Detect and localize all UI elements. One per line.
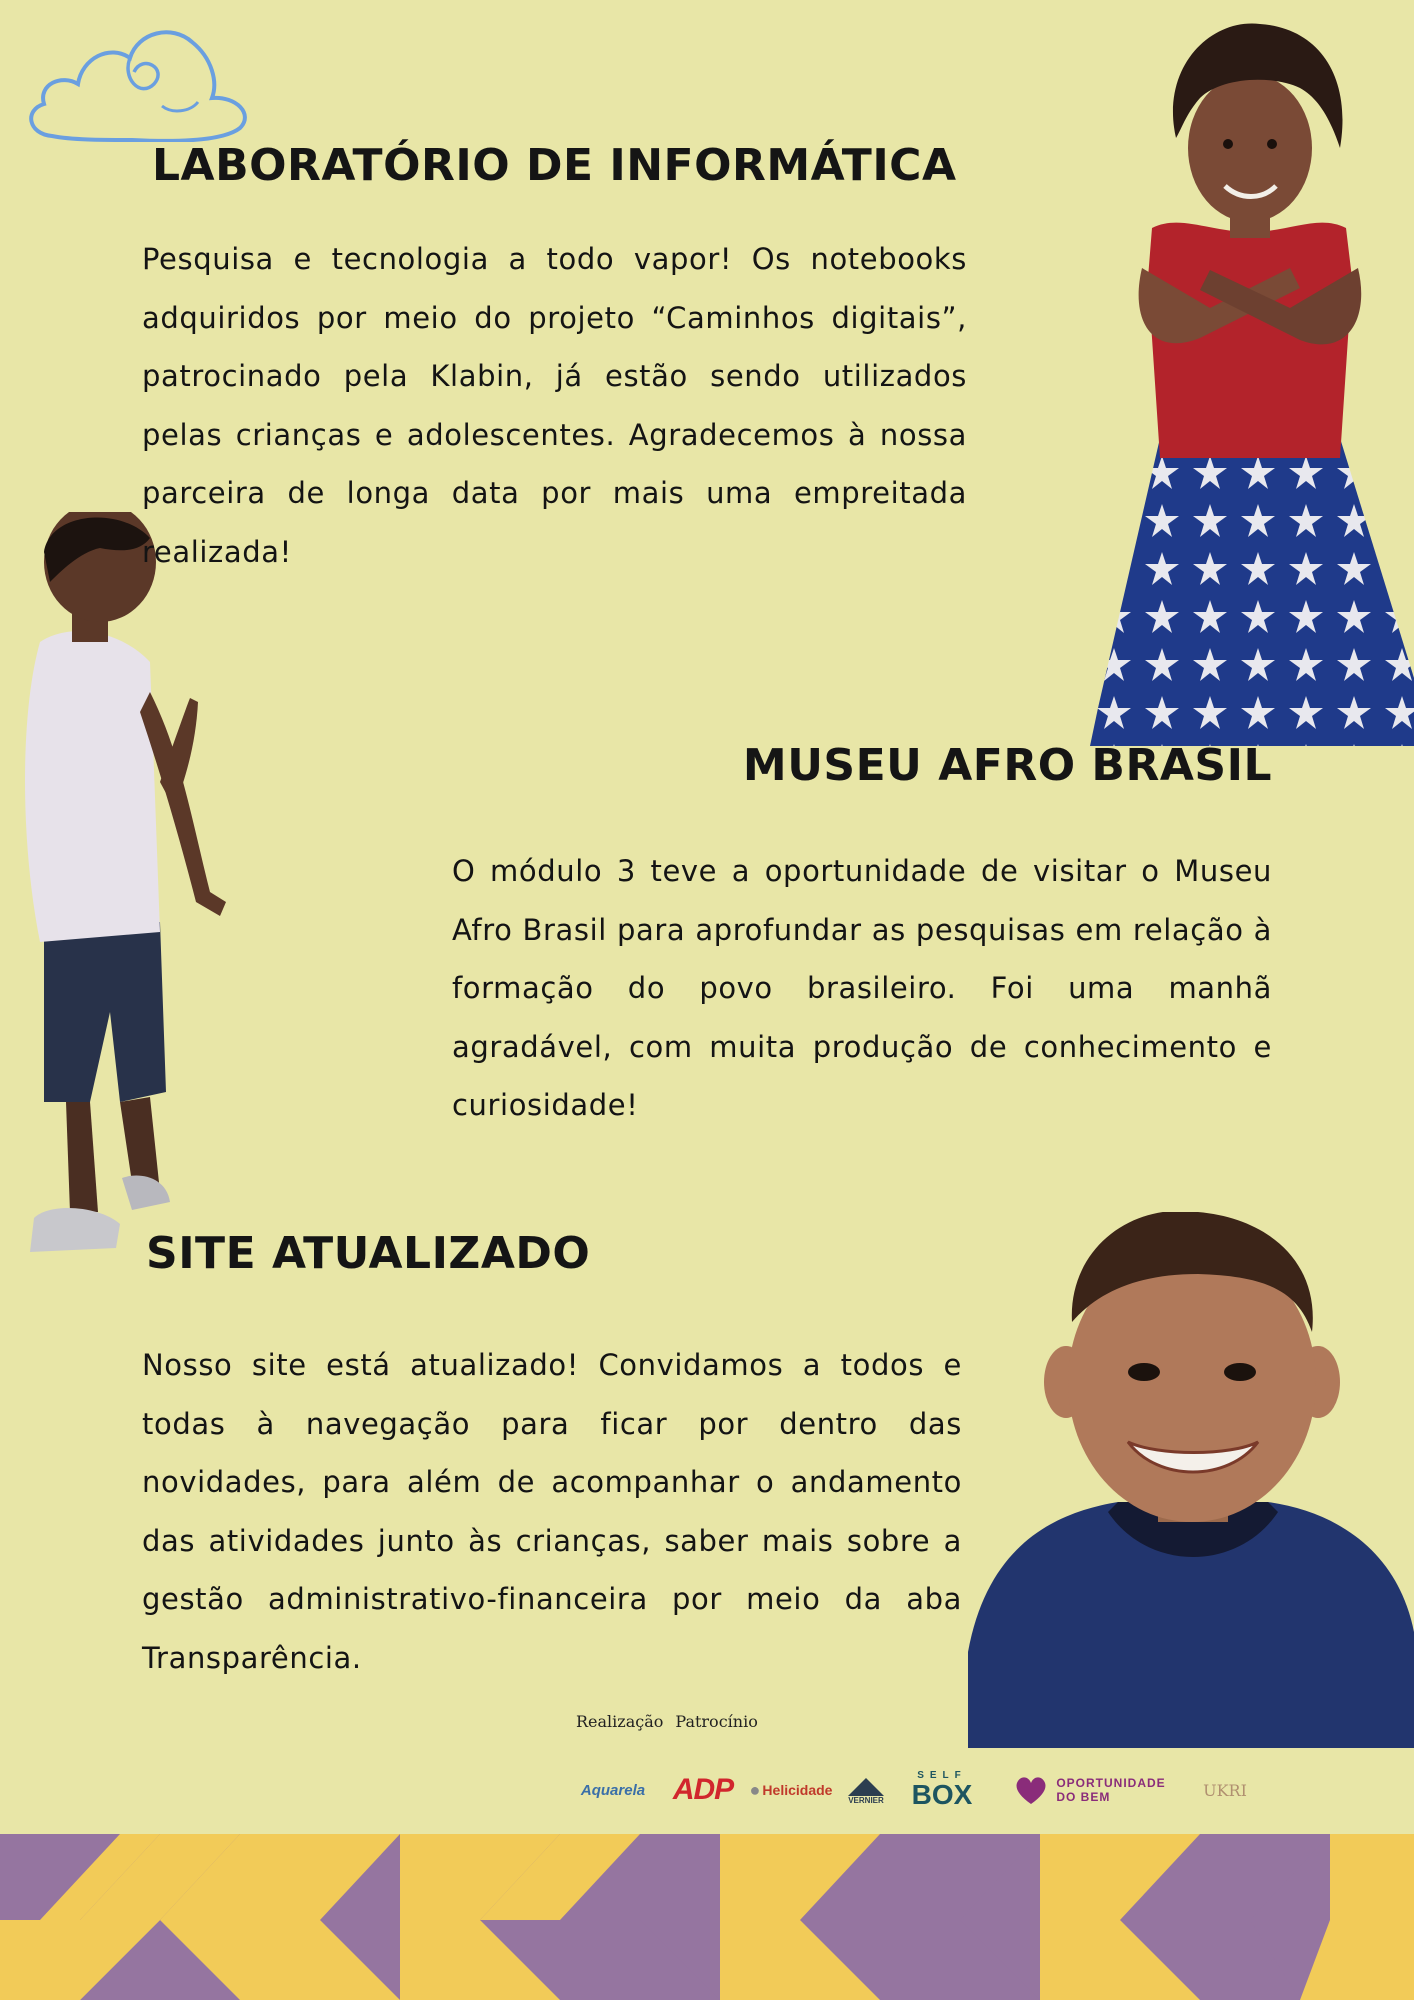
adp-logo-text: ADP (672, 1773, 734, 1806)
section-title-museu: MUSEU AFRO BRASIL (742, 740, 1272, 791)
ukri-logo-text: UKRI (1203, 1780, 1247, 1800)
section-text-laboratorio: Pesquisa e tecnologia a todo vapor! Os notebooks adquiridos por meio do projeto “Caminhos digitais”, patrocinado pela Klabin, já estão sendo utilizados pelas crianças e adolescentes. Agradecemos à nossa parceira de longa data por mais uma empreitada realizada! (142, 242, 967, 569)
helicidade-logo (749, 1762, 833, 1818)
boy-smiling-photo (968, 1212, 1414, 1748)
selfbox-logo-bottom: BOX (911, 1779, 973, 1810)
realizacao-label: Realização (576, 1712, 664, 1731)
cloud-doodle-icon (22, 18, 258, 142)
section-title-site: SITE ATUALIZADO (146, 1228, 591, 1279)
patrocinio-label: Patrocínio (675, 1712, 758, 1731)
zigzag-pattern (0, 1834, 1414, 2000)
adp-logo (668, 1762, 738, 1818)
mountain-icon (848, 1776, 884, 1796)
vernier-logo (844, 1762, 888, 1818)
vernier-logo-text: VERNIER (848, 1795, 884, 1805)
section-text-site: Nosso site está atualizado! Convidamos a todos e todas à navegação para ficar por dentro das novidades, para além de acompanhar o andamento das atividades junto às crianças, saber mais sobre a gestão administrativo-financeira por meio da aba Transparência. (142, 1348, 962, 1675)
aquarela-logo (574, 1762, 652, 1818)
girl-photo (1090, 18, 1414, 746)
ukri-logo (1200, 1762, 1250, 1818)
sponsor-logos (574, 1760, 1250, 1820)
heart-icon (1014, 1775, 1048, 1805)
selfbox-logo-top: SELF (917, 1770, 967, 1781)
oportunidade-do-bem-logo (996, 1762, 1184, 1818)
selfbox-logo (904, 1762, 980, 1818)
opbem-line2: DO BEM (1056, 1790, 1111, 1804)
map-pin-icon: ● (749, 1779, 761, 1800)
footer-labels (576, 1712, 758, 1731)
opbem-line1: OPORTUNIDADE (1056, 1775, 1166, 1790)
helicidade-logo-text: Helicidade (762, 1782, 833, 1798)
section-text-museu: O módulo 3 teve a oportunidade de visitar o Museu Afro Brasil para aprofundar as pesquisas em relação à formação do povo brasileiro. Foi uma manhã agradável, com muita produção de conhecimento e curiosidade! (452, 854, 1272, 1123)
aquarela-logo-text: Aquarela (580, 1781, 646, 1799)
boy-standing-photo (10, 512, 240, 1257)
section-title-laboratorio: LABORATÓRIO DE INFORMÁTICA (152, 140, 957, 191)
